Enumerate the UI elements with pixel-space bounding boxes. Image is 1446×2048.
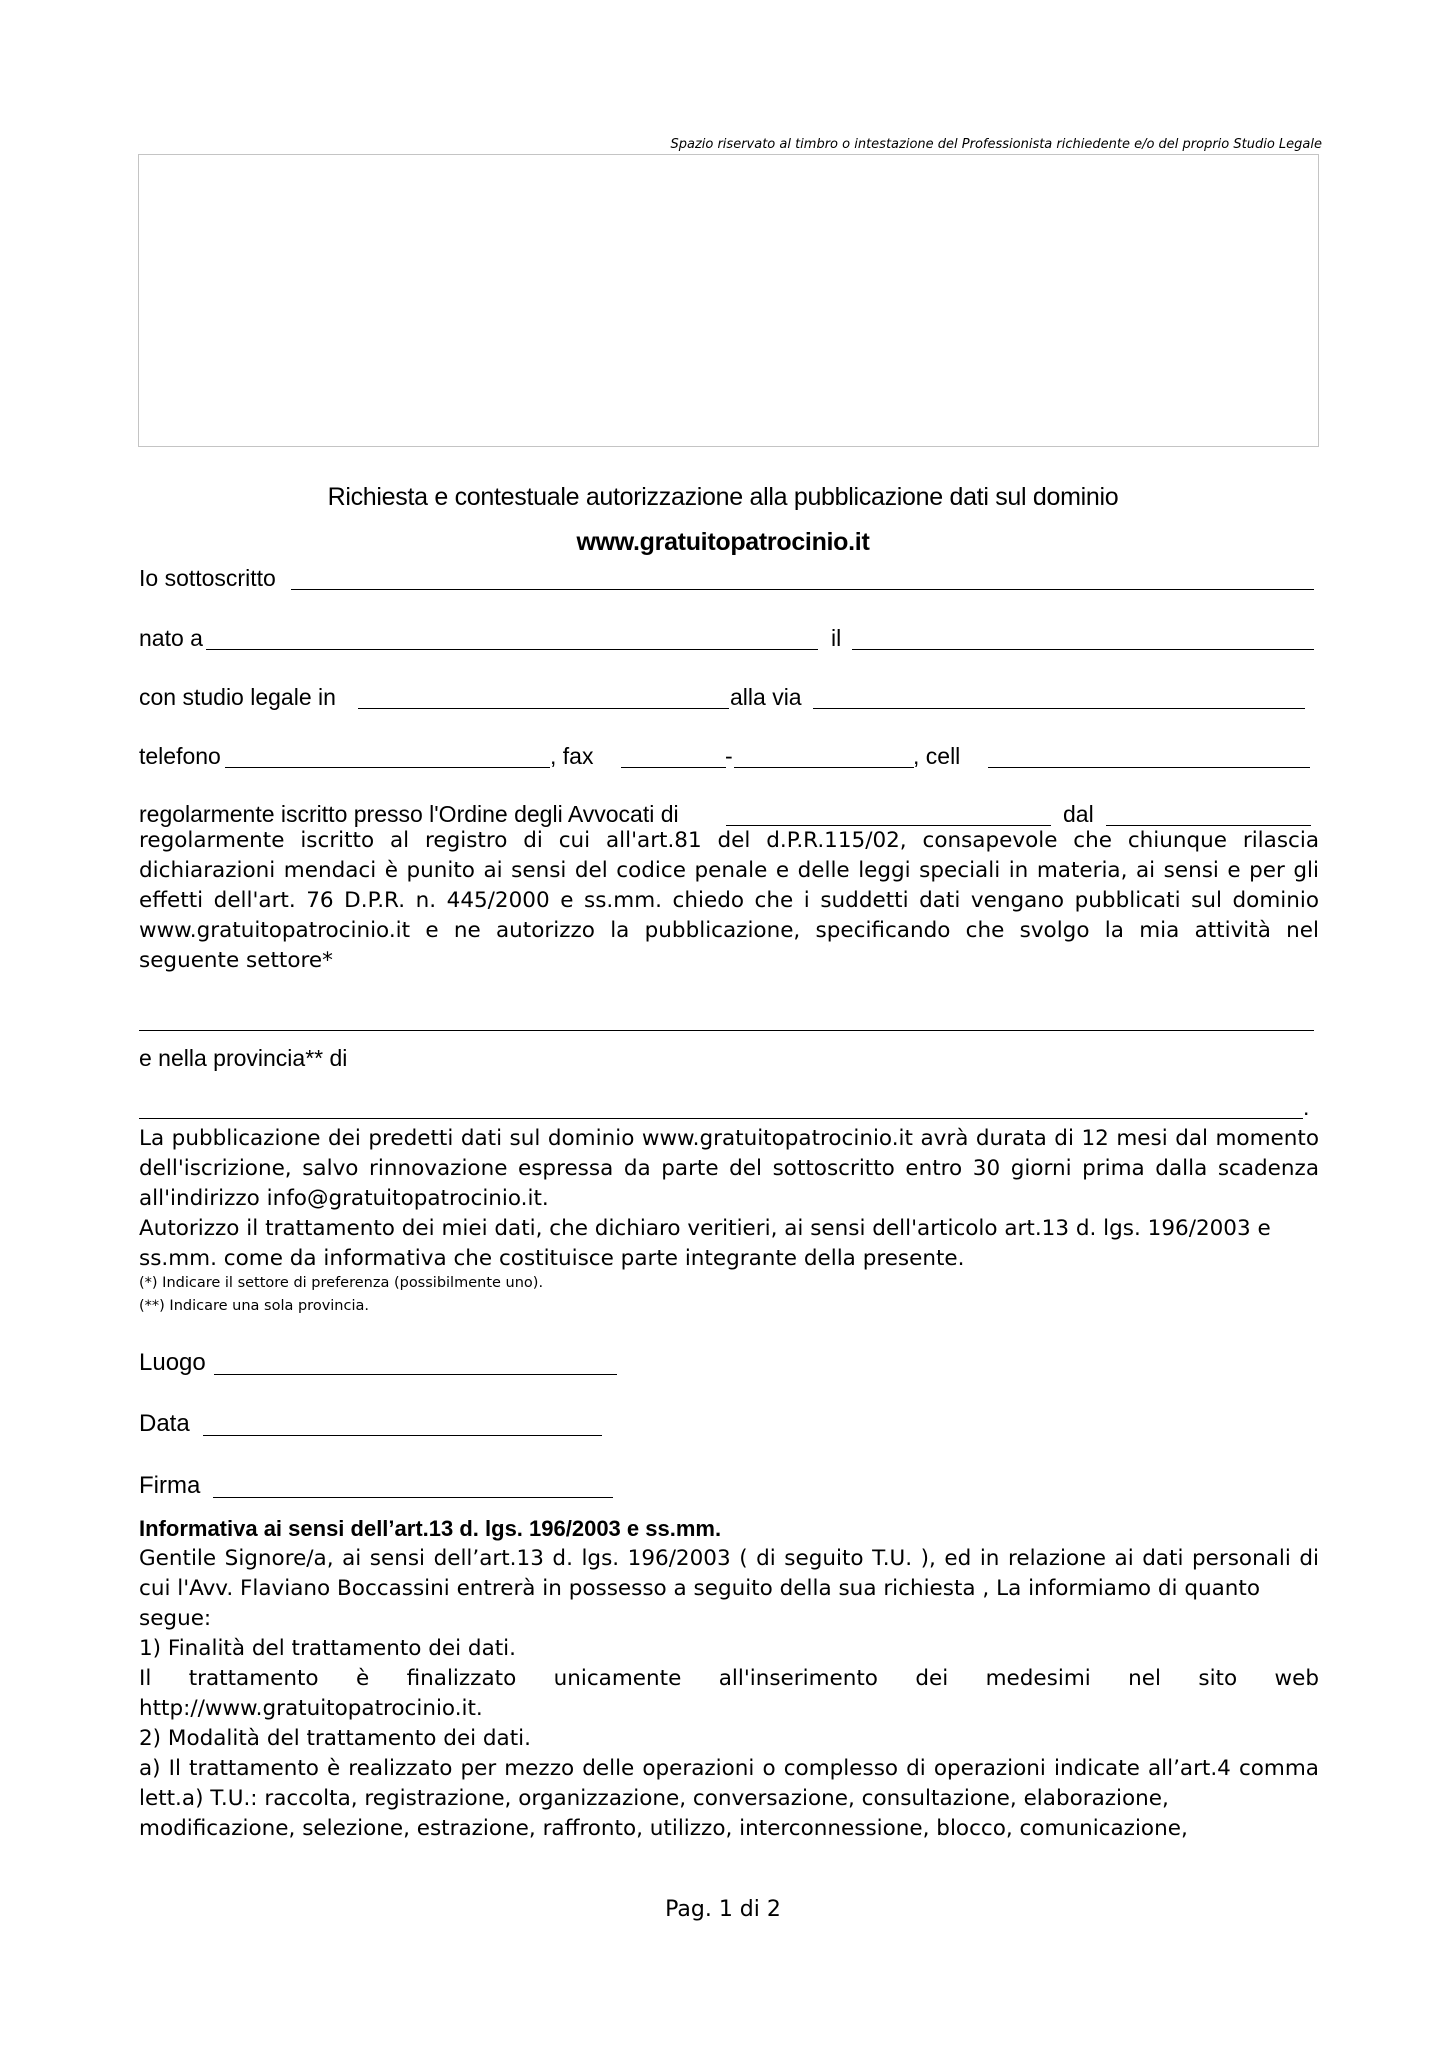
informativa-line: 1) Finalità del trattamento dei dati. — [139, 1636, 516, 1661]
declaration-paragraph — [139, 826, 1319, 976]
field-row-provincia-label — [139, 1040, 1319, 1074]
input-line-data-nascita[interactable] — [852, 649, 1314, 650]
signature-row-luogo — [139, 1345, 639, 1379]
input-line-studio-legale[interactable] — [358, 708, 729, 709]
footnote-settore: (*) Indicare il settore di preferenza (possibilmente uno). — [139, 1275, 544, 1291]
declaration-line: seguente settore* — [139, 948, 333, 973]
declaration-line: regolarmente iscritto al registro di cui all'art.81 del d.P.R.115/02, consapevole che chiunque rilascia — [139, 828, 1319, 853]
label-sottoscritto: Io sottoscritto — [139, 565, 276, 591]
field-row-settore — [139, 1001, 1319, 1035]
informativa-title: Informativa ai sensi dell’art.13 d. lgs. 196/2003 e ss.mm. — [139, 1516, 722, 1541]
informativa-line: lett.a) T.U.: raccolta, registrazione, organizzazione, conversazione, consultazione, elaborazione, — [139, 1786, 1169, 1811]
label-alla-via: alla via — [730, 684, 802, 710]
publication-line: Autorizzo il trattamento dei miei dati, che dichiaro veritieri, ai sensi dell'articolo art.13 d. lgs. 196/2003 e — [139, 1216, 1271, 1241]
publication-line: dell'iscrizione, salvo rinnovazione espressa da parte del sottoscritto entro 30 giorni prima dalla scadenza — [139, 1156, 1319, 1181]
publication-line: ss.mm. come da informativa che costituisce parte integrante della presente. — [139, 1246, 965, 1271]
label-studio-legale: con studio legale in — [139, 684, 336, 710]
informativa-line: http://www.gratuitopatrocinio.it. — [139, 1696, 483, 1721]
field-row-nascita — [139, 620, 1319, 654]
field-row-ordine — [139, 796, 1319, 830]
informativa-line: modificazione, selezione, estrazione, raffronto, utilizzo, interconnessione, blocco, comunicazione, — [139, 1816, 1188, 1841]
informativa-line: Il trattamento è finalizzato unicamente all'inserimento dei medesimi nel sito web — [139, 1666, 1319, 1691]
signature-row-firma — [139, 1468, 639, 1502]
publication-line: all'indirizzo info@gratuitopatrocinio.it. — [139, 1186, 549, 1211]
field-row-contatti — [139, 738, 1319, 772]
declaration-line: www.gratuitopatrocinio.it e ne autorizzo la pubblicazione, specificando che svolgo la mia attività nel — [139, 918, 1319, 943]
label-dal: dal — [1063, 801, 1094, 827]
publication-paragraph — [139, 1124, 1319, 1274]
field-row-studio — [139, 679, 1319, 713]
input-line-data[interactable] — [203, 1435, 602, 1436]
label-fax: , fax — [550, 743, 594, 769]
publication-line: La pubblicazione dei predetti dati sul dominio www.gratuitopatrocinio.it avrà durata di 12 mesi dal momento — [139, 1126, 1319, 1151]
label-telefono: telefono — [139, 743, 221, 769]
footnote-provincia: (**) Indicare una sola provincia. — [139, 1298, 369, 1314]
stamp-box — [138, 154, 1319, 447]
input-line-sottoscritto[interactable] — [291, 589, 1314, 590]
input-line-fax-numero[interactable] — [734, 767, 914, 768]
label-fax-separator: - — [725, 743, 733, 769]
label-il: il — [831, 625, 842, 651]
label-provincia: e nella provincia** di — [139, 1045, 348, 1071]
informativa-line: segue: — [139, 1606, 212, 1631]
field-row-provincia — [139, 1089, 1319, 1123]
document-title: Richiesta e contestuale autorizzazione alla pubblicazione dati sul dominio — [327, 483, 1119, 511]
signature-row-data — [139, 1406, 639, 1440]
input-line-luogo[interactable] — [214, 1374, 617, 1375]
page-number: Pag. 1 di 2 — [665, 1897, 781, 1922]
input-line-via[interactable] — [813, 708, 1305, 709]
period-mark: . — [1303, 1094, 1310, 1120]
input-line-firma[interactable] — [213, 1497, 613, 1498]
informativa-line: a) Il trattamento è realizzato per mezzo delle operazioni o complesso di operazioni indicate all’art.4 comma — [139, 1756, 1319, 1781]
label-firma: Firma — [139, 1472, 201, 1499]
input-line-provincia[interactable] — [139, 1118, 1303, 1119]
input-line-cell[interactable] — [988, 767, 1310, 768]
informativa-line: Gentile Signore/a, ai sensi dell’art.13 d. lgs. 196/2003 ( di seguito T.U. ), ed in relazione ai dati personali di — [139, 1546, 1319, 1571]
input-line-telefono[interactable] — [225, 767, 550, 768]
label-nato-a: nato a — [139, 625, 203, 651]
label-ordine-avvocati: regolarmente iscritto presso l'Ordine degli Avvocati di — [139, 801, 679, 827]
informativa-body — [139, 1544, 1319, 1844]
informativa-line: cui l'Avv. Flaviano Boccassini entrerà in possesso a seguito della sua richiesta , La informiamo di quanto — [139, 1576, 1261, 1601]
declaration-line: dichiarazioni mendaci è punito ai sensi del codice penale e delle leggi speciali in materia, ai sensi e per gli — [139, 858, 1319, 883]
input-line-fax-prefisso[interactable] — [621, 767, 726, 768]
declaration-line: effetti dell'art. 76 D.P.R. n. 445/2000 e ss.mm. chiedo che i suddetti dati vengano pubblicati sul dominio — [139, 888, 1319, 913]
label-luogo: Luogo — [139, 1349, 206, 1376]
label-data: Data — [139, 1410, 190, 1437]
label-cell: , cell — [913, 743, 961, 769]
stamp-caption: Spazio riservato al timbro o intestazione del Professionista richiedente e/o del proprio Studio Legale — [670, 137, 1322, 152]
document-title-domain: www.gratuitopatrocinio.it — [576, 528, 870, 556]
informativa-line: 2) Modalità del trattamento dei dati. — [139, 1726, 531, 1751]
field-row-sottoscritto — [139, 560, 1319, 594]
input-line-settore[interactable] — [139, 1030, 1314, 1031]
input-line-nato-a[interactable] — [206, 649, 818, 650]
